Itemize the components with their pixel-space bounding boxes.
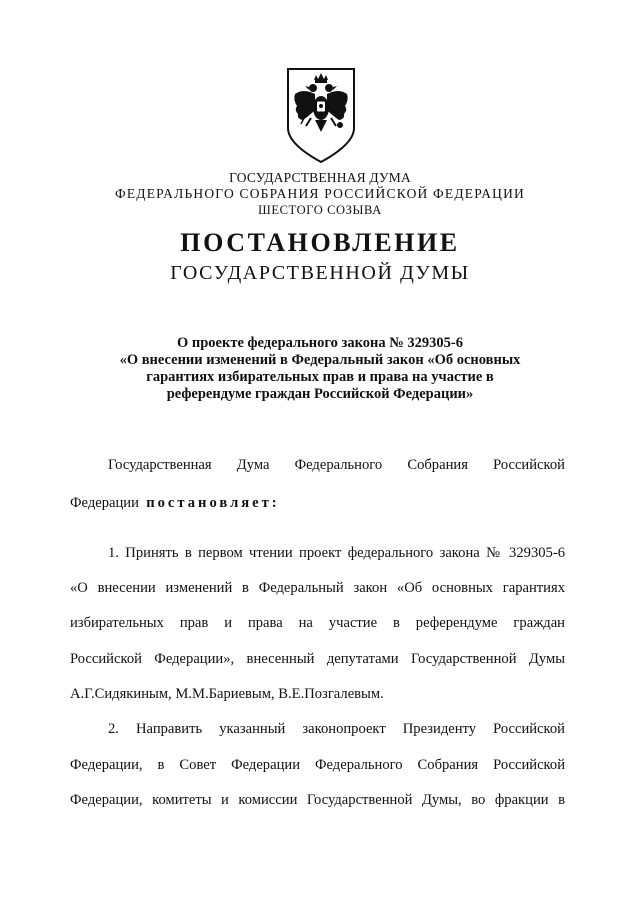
org-line-1: ГОСУДАРСТВЕННАЯ ДУМА xyxy=(229,170,411,185)
org-line-3: ШЕСТОГО СОЗЫВА xyxy=(258,203,382,217)
item-1-line: А.Г.Сидякиным, М.М.Бариевым, В.Е.Позгалевым. xyxy=(70,686,384,702)
resolves-word: постановляет: xyxy=(146,495,280,511)
item-1-line: «О внесении изменений в Федеральный закон «Об основных гарантиях xyxy=(70,580,565,596)
subject-line: гарантиях избирательных прав и права на участие в xyxy=(146,369,494,385)
document-subtitle: ГОСУДАРСТВЕННОЙ ДУМЫ xyxy=(170,262,470,284)
item-1-line: Российской Федерации», внесенный депутатами Государственной Думы xyxy=(70,651,565,667)
document-type-title: ПОСТАНОВЛЕНИЕ xyxy=(180,228,460,257)
preamble-text: Федерации xyxy=(70,495,139,511)
document-subject xyxy=(0,335,640,403)
subject-line: референдуме граждан Российской Федерации» xyxy=(166,386,474,402)
subject-line: О проекте федерального закона № 329305-6 xyxy=(176,335,464,351)
item-1-line: избирательных прав и права на участие в референдуме граждан xyxy=(70,615,565,631)
item-2-line: 2. Направить указанный законопроект Президенту Российской xyxy=(108,721,565,737)
item-2-line: Федерации, комитеты и комиссии Государственной Думы, во фракции в xyxy=(70,792,565,808)
preamble-line: Государственная Дума Федерального Собрания Российской xyxy=(108,457,565,473)
org-line-2: ФЕДЕРАЛЬНОГО СОБРАНИЯ РОССИЙСКОЙ ФЕДЕРАЦИИ xyxy=(115,186,525,201)
subject-line: «О внесении изменений в Федеральный закон «Об основных xyxy=(119,352,521,368)
state-emblem-icon xyxy=(285,66,357,164)
item-1-line: 1. Принять в первом чтении проект федерального закона № 329305-6 xyxy=(108,545,565,561)
item-2-line: Федерации, в Совет Федерации Федерального Собрания Российской xyxy=(70,757,565,773)
preamble-line xyxy=(70,494,565,512)
